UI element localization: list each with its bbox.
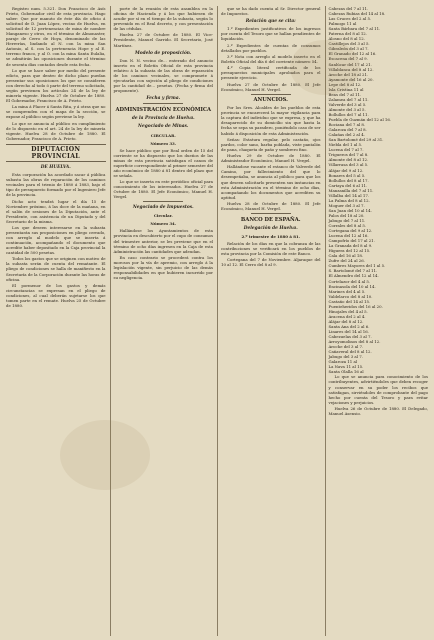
signature-paragraph: Huelva 28 de Octubre de 1880. El Jefe Económico, Manuel H. Vergel. xyxy=(221,200,321,211)
announcement-paragraph: Hallándose vacante el estanco de Valverde del Camino, por fallecimiento del que lo desempeñaba, se anuncia al público para que los que deseen solicitarlo presenten sus instancias en esta Administración en el término de ocho días, acompañando los documentos que acrediten su aptitud. xyxy=(221,164,321,200)
town-schedule-entry: Cabezas del 7 al 11. xyxy=(328,6,369,11)
town-schedule-entry: Encinasola del 10 al 14. xyxy=(328,283,376,289)
town-schedule-entry: Cabezuelas del 3 al 7. xyxy=(328,334,372,340)
paper-stain xyxy=(290,40,360,95)
divider xyxy=(143,201,183,202)
auction-paragraph: porte de la reunión de esta asamblea en la oficina de Hacienda y á los que hubiesen de acudir por sí en el tiempo de la subasta, según lo prevenido en el Real decreto, y con presentación de las cédulas. xyxy=(113,6,213,32)
bank-paragraph: Relación de los días en que la cobranza de las contribuciones se verificará en los pueblos de esta provincia por la Comisión de este Banco. xyxy=(221,240,321,257)
town-schedule-entry: Castillejos del 3 al 5. xyxy=(328,41,370,47)
town-schedule-entry: Moguer del 3 al 7. xyxy=(328,202,365,208)
town-schedule-entry: Cañaveral del 8 al 12. xyxy=(328,349,372,355)
town-schedule-entry: Zalamea del 7 al 11. xyxy=(328,96,369,102)
town-schedule-entry: Gibraleón del 3 al 7. xyxy=(328,46,369,52)
town-schedule-entry: Bollullos del 8 al 17. xyxy=(328,177,369,183)
column-3 xyxy=(217,6,321,636)
town-schedule-entry: Paterna del 8 al 12. xyxy=(328,31,368,37)
town-schedule-entry: Hinojales del 4 al 5. xyxy=(328,308,368,314)
town-schedule-entry: Cala del 16 al 18. xyxy=(328,253,364,259)
town-schedule-entry: Lepe del 8 al 12. xyxy=(328,81,362,87)
town-schedule-entry: Isla Cristina 11 al xyxy=(328,86,364,92)
column-4 xyxy=(325,6,429,636)
auction-paragraph: Esta corporación ha acordado sacar á pública subasta las obras de reparación de los caminos vecinales para el trienio de 1880 á 1883, bajo el tipo de presupuesto formado por el Ingeniero Jefe de la provincia. xyxy=(6,172,106,198)
town-schedule-entry: Lucena del 7 al 7. xyxy=(328,147,364,153)
town-schedule-entry: La Palma del 8 al 12. xyxy=(328,197,370,203)
town-schedule-entry: Fuenteheridos del 16 al 20. xyxy=(328,303,383,309)
section-subheading: de la Provincia de Huelva. xyxy=(131,116,195,122)
mining-notice-paragraph: Lo que se anuncia al público en cumplimiento de lo dispuesto en el art. 24 de la ley de minería vigente. Huelva 28 de Octubre de 1880. El Gobernador, Francisco de A. Prieto. xyxy=(6,120,106,141)
town-schedule-entry: Santa Bárbara del 7 al 11. xyxy=(328,26,381,32)
town-schedule-entry: Cumbres Mayores del 1 al 5. xyxy=(328,263,386,269)
town-schedule-entry: La Granada del 8 al 9. xyxy=(328,243,373,249)
town-schedule-entry: Almonte del 3 al 5. xyxy=(328,106,366,112)
list-item: 2.º Expedientes de cuentas de consumos detallados por pueblos. xyxy=(221,42,321,53)
town-schedule-entry: Corrales del 8 al 5. xyxy=(328,223,367,229)
town-schedule-entry: Alájar del 9 al 12. xyxy=(328,167,364,173)
town-schedule-entry: Niebla del 1 al 5. xyxy=(328,142,363,148)
model-paragraph: Don N. N. vecino de... enterado del anuncio inserto en el Boletín Oficial de esta provincia relativo á la subasta de las obras de reparación de los caminos vecinales, se compromete á ejecutarlas con sujeción al pliego de condiciones por la cantidad de... pesetas. (Fecha y firma del proponente). xyxy=(113,57,213,94)
list-intro: Relación que se cita: xyxy=(245,19,296,25)
circular-number: Número 33. xyxy=(150,140,177,146)
town-schedule-entry: Puebla de Guzmán del 12 al 16. xyxy=(328,117,392,123)
auction-paragraph: Los que deseen interesarse en la subasta presentarán sus proposiciones en pliego cerrado, con arreglo al modelo que se inserta á continuación, acompañando el documento que acredite haber depositado en la Caja provincial la cantidad de 500 pesetas. xyxy=(6,224,106,256)
column-1 xyxy=(6,6,106,636)
bank-paragraph: Cortegana del 7 de Noviembre. Aljaraque del 10 al 12. El Cerro del 8 al 9. xyxy=(221,257,321,268)
town-schedule-entry: Rociana del 7 al 8. xyxy=(328,122,366,128)
list-item: 3.º Nota con arreglo al modelo inserto en el Boletín Oficial del día 6 del corriente número 54. xyxy=(221,54,321,65)
town-schedule-entry: Marines del 4 al 5. xyxy=(328,288,366,294)
signature-line: Fecha y firma. xyxy=(146,96,181,102)
circular-paragraph: Lo que se inserta en este periódico oficial para conocimiento de los interesados. Huelva 27 de Octubre de 1880. El Jefe Económico, Manuel H. Vergel. xyxy=(113,179,213,200)
circular-paragraph: Hallándose los Ayuntamientos de esta provincia en descubierto por el cupo de consumos del trimestre anterior, se les previene que en el término de ocho días ingresen en la Caja de esta Administración las cantidades que adeudan. xyxy=(113,228,213,254)
town-schedule-entry: Campofrío del 17 al 21. xyxy=(328,238,375,244)
mining-notice-paragraph: Lo que se hace saber por medio del presente edicto, para que dentro de dicho plazo puedan presentar sus oposiciones los que se consideren con derecho al todo ó parte del terreno solicitado, según previenen los artículos 24 de la ley de minería vigente. Huelva 27 de Octubre de 1880. El Gobernador, Francisco de A. Prieto. xyxy=(6,67,106,104)
auction-paragraph: El pormenor de los gastos y demás circunstancias se expresan en el pliego de condiciones, al cual deberán sujetarse los que tomen parte en el remate. Huelva 25 de Octubre de 1880. xyxy=(6,282,106,308)
column-container xyxy=(6,6,428,636)
town-schedule-entry: La Nava 11 al 15. xyxy=(328,364,364,370)
signature-paragraph: Huelva 29 de Octubre de 1880. El Administrador Económico, Manuel H. Vergel. xyxy=(221,153,321,164)
town-schedule-entry: Escacena del 7 al 9. xyxy=(328,56,368,62)
town-schedule-entry: Almonte del 8 al 12. xyxy=(328,157,369,163)
town-schedule-entry: Aroche del 3 al 7. xyxy=(328,344,364,350)
circular-label: Circular. xyxy=(153,213,173,219)
town-schedule-entry: Bonares del 5 al 5. xyxy=(328,172,366,178)
town-schedule-entry: Alájar del 8 al 12. xyxy=(328,318,364,324)
announcement-paragraph: Por los Sres. Alcaldes de los pueblos de esta provincia se encarecerá la mayor vigilancia para la captura del individuo que se expresa, y que ha desaparecido de su domicilio sin que hasta la fecha se sepa su paradero, poniéndolo caso de ser habido á disposición de esta Administración. xyxy=(221,105,321,136)
closing-paragraph: Lo que se anuncia para conocimiento de los contribuyentes, advirtiéndoles que deben recoger y conservar en su poder los recibos que satisfagan, sirviéndoles de comprobante del pago hecho por cuenta del Tesoro y para evitar vejaciones y perjuicios. xyxy=(328,374,428,405)
town-schedule-entry: Cortegana del 9 al 12. xyxy=(328,228,373,234)
town-schedule-entry: Linares del 14 al 16. xyxy=(328,329,369,334)
section-subheading: DE HUELVA. xyxy=(40,164,71,170)
town-schedule-entry: Sanlúcar del 17 al 21. xyxy=(328,61,372,67)
town-schedule-entry: Galaroza 11 al xyxy=(328,359,358,365)
negociado-heading: Negociado de Impuestos. xyxy=(132,205,194,211)
town-schedule-entry: Galaroza del 7 al 8. xyxy=(328,127,367,133)
section-heading-administracion: ADMINISTRACIÓN ECONÓMICA xyxy=(115,107,212,114)
announcement-paragraph: Señas: Estatura regular, pelo castaño, ojos pardos, color sano, barba poblada, viste pantalón de pana, chaqueta de paño y sombrero fino. xyxy=(221,136,321,152)
trimester-heading: 2.º trimestre de 1880 á 81. xyxy=(241,233,301,239)
town-schedule-entry: Zufre del 24 al 26. xyxy=(328,258,365,264)
town-schedule-entry: San Bartolomé del 29 al 31. xyxy=(328,137,384,143)
town-schedule-entry: Trigueros del 7 al 8. xyxy=(328,152,369,158)
circular-label: CIRCULAR. xyxy=(150,132,176,138)
town-schedule-entry: Manzanilla del 7 al 11. xyxy=(328,187,374,193)
mining-notice-paragraph: Registro num. 5.321. Don Francisco de Asís Prieto, Gobernador civil de esta provincia. Hago saber: Que por manuto de éste día de oficio á solicitud de D. Juan López, vecino de Huelva, en solicitud de 12 pertenencias de mina de nombre Manganeso y otros, en el término de Almonaster, paraje de Cerro de Hoya, denominado de las Herrerías, lindando al N. con la mina San Antonio, al S. con la pertenencia Hope y al E. terreno franco, y al O. con la mina Santa Eulalia, se admitirán las oposiciones durante el término de sesenta días contados desde esta fecha. xyxy=(6,6,106,67)
town-schedule-entry: Castaño del 14 al 15. xyxy=(328,298,371,304)
town-schedule-entry: San Juan del 10 al 14. xyxy=(328,207,372,213)
town-schedule-entry: Alosno del 8 al 12. xyxy=(328,36,365,42)
town-schedule-entry: Villarrasa del 3 al 5. xyxy=(328,162,369,168)
town-schedule-entry: Jabugo del 7 al 11. xyxy=(328,217,366,223)
divider xyxy=(251,94,291,95)
signature-paragraph: Huelva 27 de Octubre de 1880. El Jefe Económico, Manuel H. Vergel. xyxy=(221,81,321,92)
divider xyxy=(143,103,183,104)
model-heading: Modelo de proposición. xyxy=(135,50,192,56)
town-schedule-entry: Aracena del 2 al 4. xyxy=(328,313,366,319)
section-heading-diputacion: DIPUTACION PROVINCIAL xyxy=(6,144,106,162)
town-schedule-entry: Santa Ana del 2 al 6. xyxy=(328,323,370,329)
section-heading-banco: BANCO DE ESPAÑA. xyxy=(240,216,301,223)
town-schedule-entry: Palos del 18 al 20. xyxy=(328,212,365,218)
circular-paragraph: Se hace público que por Real orden de 15 del corriente se ha dispuesto que los dueños de las minas de esta provincia satisfagan el canon de superficie correspondiente al primer semestre del año económico de 1880 á 81 dentro del plazo que se señala. xyxy=(113,147,213,178)
town-schedule-entry: Bollullos del 7 al 11. xyxy=(328,111,369,117)
town-schedule-entry: Santa Olalla 16 al xyxy=(328,369,364,375)
auction-paragraph: Dicho acto tendrá lugar el día 15 de Noviembre próximo, á las doce de la mañana, en el salón de sesiones de la Diputación, ante el Presidente, con asistencia de un Diputado y del Secretario de la misma. xyxy=(6,198,106,224)
column-2 xyxy=(110,6,214,636)
signature-paragraph: Huelva 26 de Octubre de 1880. El Delegado, Manuel Asensio. xyxy=(328,405,428,416)
town-schedule-entry: El Almendro del 12 al 14. xyxy=(328,273,379,279)
town-schedule-entry: Higuera del 12 al 15. xyxy=(328,248,371,254)
paper-stain xyxy=(60,420,150,490)
town-schedule-entry: Villalba del 14 al 17. xyxy=(328,192,370,198)
list-item: 4.º Copia literal certificada de los presupuestos municipales aprobados para el presente ejercicio. xyxy=(221,65,321,81)
circular-number: Número 34. xyxy=(150,221,177,227)
mining-notice-paragraph: La mina á Placer á Santa Rita, y á otras que no se comprenden con el mapa de la sección, se expone al público según previene la ley. xyxy=(6,104,106,120)
section-heading-anuncios: ANUNCIOS. xyxy=(253,97,288,104)
town-schedule-entry: Ayamonte del 16 al 20. xyxy=(328,76,374,82)
town-schedule-entry: Beas del 7 al 11. xyxy=(328,91,362,97)
town-schedule-entry: Valdelarco del 8 al 10. xyxy=(328,293,373,299)
town-schedule-entry: Villablanca del 8 al 12. xyxy=(328,66,374,72)
divider xyxy=(251,213,291,214)
negociado-heading: Negociado de Minas. xyxy=(138,124,189,130)
section-subheading: Delegación de Huelva. xyxy=(243,225,298,231)
town-schedule-entry: S. Bartolomé del 7 al 11. xyxy=(328,268,378,274)
circular-paragraph: En caso contrario se procederá contra los morosos por la vía de apremio, con arreglo á la legislación vigente, sin perjuicio de las demás responsabilidades en que hubieren incurrido por su negligencia. xyxy=(113,254,213,281)
town-schedule-entry: Aroche del 18 al 21. xyxy=(328,71,369,77)
town-schedule-entry: Las Cruces del 2 al 5. xyxy=(328,16,372,22)
town-schedule-entry: Arroyomolinos del 8 al 12. xyxy=(328,339,381,345)
auction-paragraph: Todos los gastos que se originen con motivo de la subasta serán de cuenta del rematante. El pliego de condiciones se halla de manifiesto en la Secretaría de la Corporación durante las horas de oficina. xyxy=(6,256,106,282)
notice-paragraph: que se ha dado cuenta al Sr. Director general de Impuestos. xyxy=(221,6,321,17)
town-schedule-entry: Calañas del 2 al 4. xyxy=(328,132,365,138)
town-schedule-entry: Palmogo 11 al xyxy=(328,21,357,27)
signature-paragraph: Huelva 27 de Octubre de 1880. El Vice-Presidente, Manuel Garrido. El Secretario, José Martínez. xyxy=(113,32,213,48)
town-schedule-entry: Valverde del 3 al 5. xyxy=(328,101,367,107)
list-item: 1.º Expedientes justificativos de los ingresos por cuenta del Tesoro que se hallan pendientes de liquidación. xyxy=(221,26,321,42)
town-schedule-entry: Cortelazor del 4 al 5. xyxy=(328,278,371,284)
town-schedule-entry: Cartaya del 6 al 11. xyxy=(328,182,368,188)
town-schedule-entry: Lucena del 12 al 16. xyxy=(328,233,369,239)
town-schedule-entry: Cabezas Rubias del 14 al 18. xyxy=(328,11,386,17)
town-schedule-entry: Jabugo del 3 al 7. xyxy=(328,354,363,360)
town-schedule-entry: El Granado del 12 al 16. xyxy=(328,51,377,57)
